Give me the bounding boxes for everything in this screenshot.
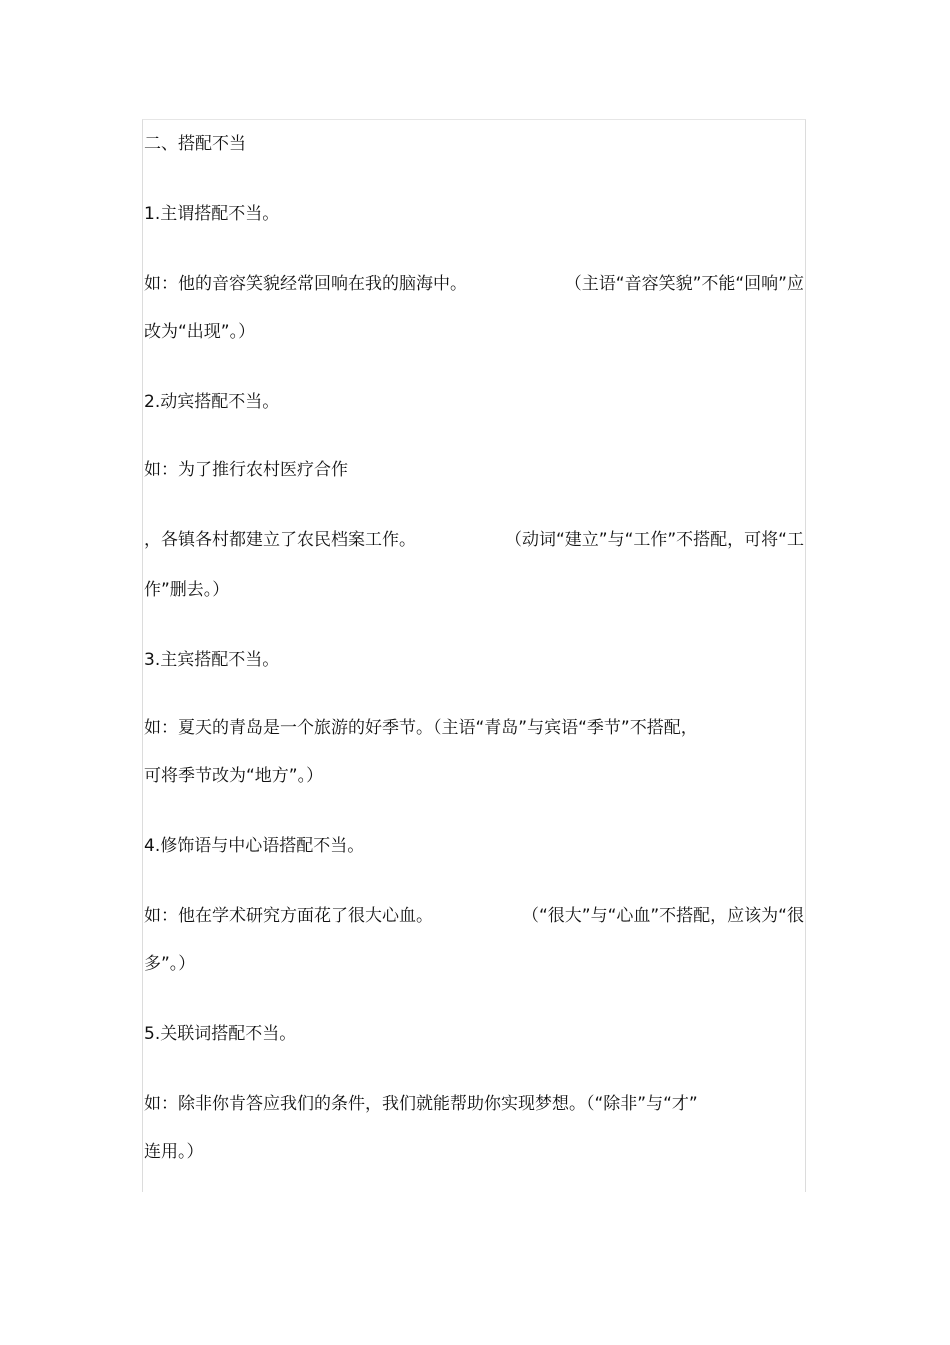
subsection-title-4: 4.修饰语与中心语搭配不当。 (144, 836, 365, 856)
subsection-title-2: 2.动宾搭配不当。 (144, 392, 280, 412)
example-line-3: 如：为了推行农村医疗合作 (144, 460, 348, 480)
example-line-11: 连用。） (144, 1142, 204, 1162)
example-line-8 (144, 904, 804, 928)
example-text: 如：他在学术研究方面花了很大心血。 (144, 906, 433, 926)
example-line-1 (144, 272, 804, 296)
example-text: ，各镇各村都建立了农民档案工作。 (144, 530, 416, 550)
example-line-6: 如：夏天的青岛是一个旅游的好季节。（主语“青岛”与宾语“季节”不搭配， (144, 718, 698, 738)
section-heading: 二、搭配不当 (144, 134, 246, 154)
example-line-7: 可将季节改为“地方”。） (144, 766, 324, 786)
example-line-5: 作”删去。） (144, 580, 230, 600)
subsection-title-1: 1.主谓搭配不当。 (144, 204, 280, 224)
example-line-2: 改为“出现”。） (144, 322, 256, 342)
example-line-9: 多”。） (144, 954, 196, 974)
example-line-10: 如：除非你肯答应我们的条件，我们就能帮助你实现梦想。（“除非”与“才” (144, 1094, 698, 1114)
example-note: （动词“建立”与“工作”不搭配，可将“工 (504, 530, 804, 550)
subsection-title-5: 5.关联词搭配不当。 (144, 1024, 297, 1044)
subsection-title-3: 3.主宾搭配不当。 (144, 650, 280, 670)
example-note: （主语“音容笑貌”不能“回响”应 (564, 274, 804, 294)
example-note: （“很大”与“心血”不搭配，应该为“很 (521, 906, 804, 926)
example-line-4 (144, 528, 804, 552)
example-text: 如：他的音容笑貌经常回响在我的脑海中。 (144, 274, 467, 294)
